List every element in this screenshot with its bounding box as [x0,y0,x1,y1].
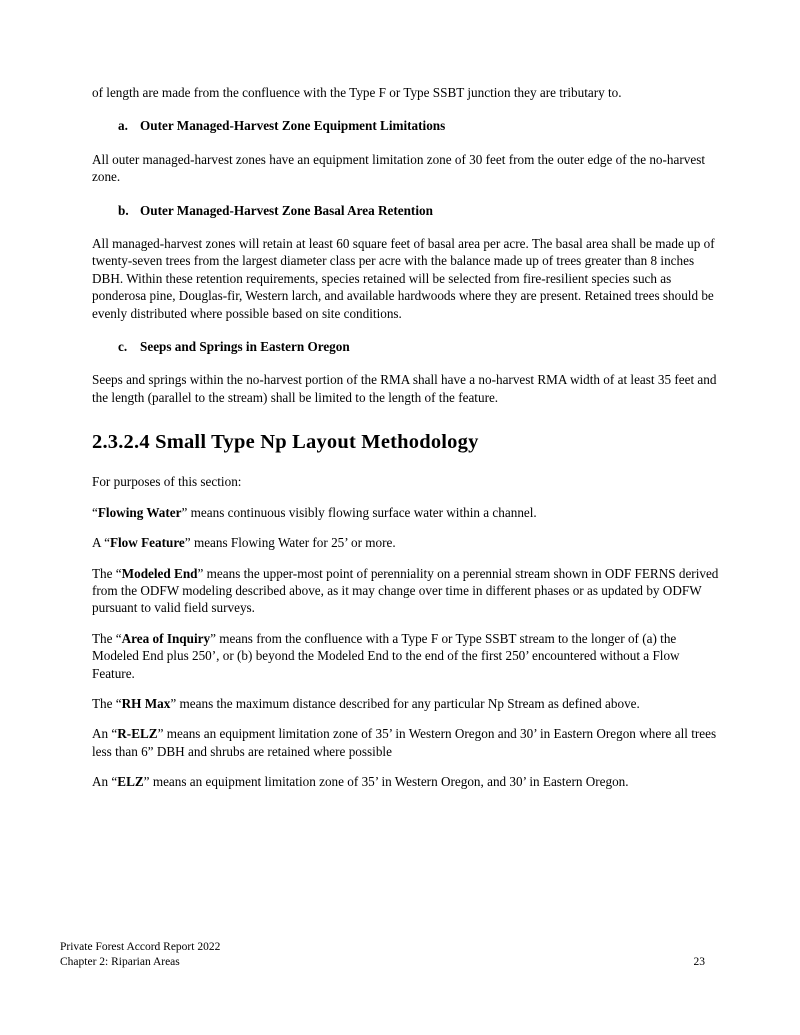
paragraph-text: For purposes of this section: [92,474,242,490]
paragraph-text: Seeps and springs within the no-harvest portion of the RMA shall have a no-harvest RMA width of at least 35 feet and the length (parallel to the stream) shall be limited to the length of the feature. [92,372,717,405]
paragraph-text: The “ [92,695,122,711]
section-heading: 2.3.2.4 Small Type Np Layout Methodology [92,431,479,454]
paragraph [92,725,720,760]
page-number: 23 [693,955,705,968]
paragraph-text: “ [92,504,98,520]
paragraph-text: ” means an equipment limitation zone of 35’ in Western Oregon, and 30’ in Eastern Oregon. [143,774,629,790]
defined-term: Flowing Water [97,504,182,520]
paragraph-text: ” means the maximum distance described for any particular Np Stream as defined above. [170,695,640,711]
paragraph-text: ” means continuous visibly flowing surface water within a channel. [181,504,537,520]
paragraph [92,630,720,682]
footer-report-title: Private Forest Accord Report 2022 [60,941,221,953]
paragraph [92,473,720,490]
sub-heading [118,202,720,219]
sub-heading [118,338,720,355]
paragraph-text: A “ [92,535,110,551]
paragraph-text: An “ [92,774,118,790]
paragraph [92,534,720,551]
document-blocks [92,84,720,804]
sub-heading-label: c. [118,339,128,355]
paragraph [92,565,720,617]
paragraph-text: The “ [92,630,122,646]
defined-term: R-ELZ [117,726,158,742]
paragraph-text: An “ [92,726,118,742]
paragraph [92,371,720,406]
sub-heading [118,117,720,134]
paragraph [92,84,720,101]
footer-chapter-label: Chapter 2: Riparian Areas [60,955,180,968]
paragraph-text: All managed-harvest zones will retain at least 60 square feet of basal area per acre. The basal area shall be made up of twenty-seven trees from the largest diameter class per acre with the balance made up of trees greater than 8 inches DBH. Within these retention requirements, species retained will be selected from fire-resilient species such as ponderosa pine, Douglas-fir, Western larch, and available hardwoods where they are present. Retained trees should be evenly distributed where possible based on site conditions. [92,236,715,321]
paragraph-text: ” means Flowing Water for 25’ or more. [184,535,396,551]
defined-term: Modeled End [121,565,198,581]
paragraph [92,695,720,712]
footer-info [60,940,220,969]
paragraph-text: ” means an equipment limitation zone of 35’ in Western Oregon and 30’ in Eastern Oregon where all trees less than 6” DBH and shrubs are retained where possible [92,726,717,759]
defined-term: ELZ [117,774,144,790]
paragraph-text: ” means the upper-most point of perenniality on a perennial stream shown in ODF FERNS derived from the ODFW modeling described above, as it may change over time in different phases or as updated by ODFW pursuant to valid field surveys. [92,565,719,616]
paragraph-text: The “ [92,565,122,581]
paragraph-text: ” means from the confluence with a Type F or Type SSBT stream to the longer of (a) the Modeled End plus 250’, or (b) beyond the Modeled End to the end of the first 250’ encountered without a Flow Feature. [92,630,680,681]
page-footer [60,940,705,969]
paragraph [92,773,720,790]
paragraph [92,504,720,521]
paragraph [92,235,720,322]
defined-term: RH Max [121,695,171,711]
defined-term: Area of Inquiry [121,630,211,646]
sub-heading-label: b. [118,202,129,218]
sub-heading-title: Outer Managed-Harvest Zone Equipment Limitations [140,118,446,134]
sub-heading-label: a. [118,118,128,134]
sub-heading-title: Seeps and Springs in Eastern Oregon [140,339,350,355]
paragraph-text: All outer managed-harvest zones have an equipment limitation zone of 30 feet from the outer edge of the no-harvest zone. [92,151,705,185]
defined-term: Flow Feature [109,535,185,551]
paragraph-text: of length are made from the confluence with the Type F or Type SSBT junction they are tributary to. [92,85,622,100]
sub-heading-title: Outer Managed-Harvest Zone Basal Area Retention [140,202,433,218]
paragraph [92,151,720,186]
